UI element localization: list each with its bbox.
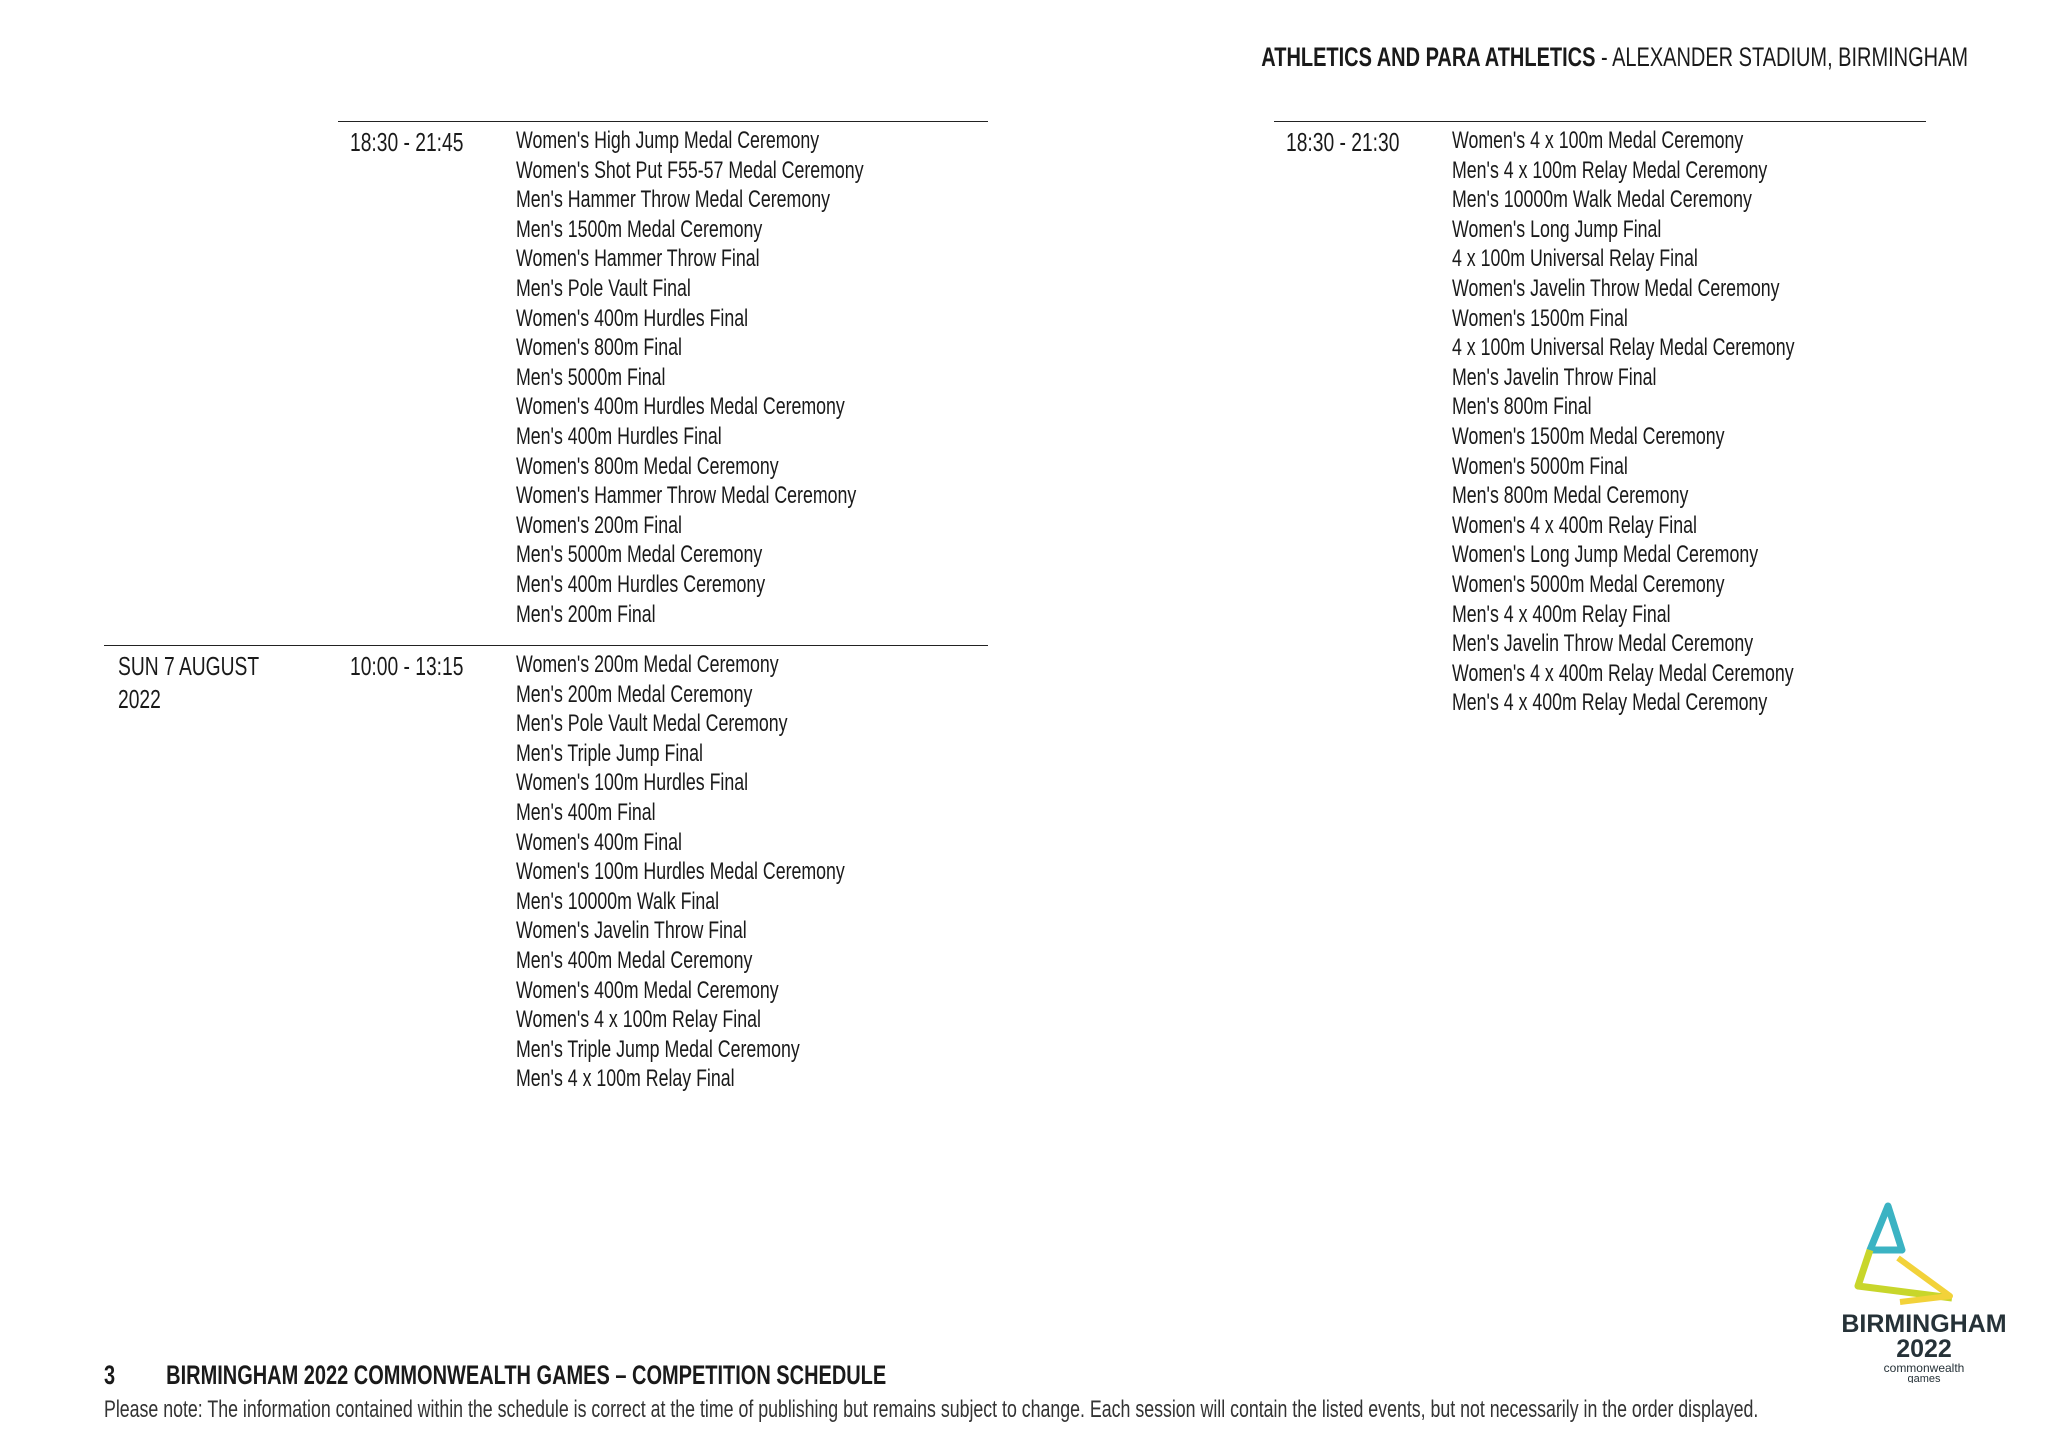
event-item: Women's High Jump Medal Ceremony bbox=[516, 127, 820, 154]
logo-line3: commonwealth bbox=[1883, 1361, 1965, 1375]
event-item: Women's Shot Put F55-57 Medal Ceremony bbox=[516, 156, 864, 184]
session-date bbox=[118, 650, 309, 716]
event-list bbox=[516, 650, 960, 1094]
header-title-bold: ATHLETICS AND PARA ATHLETICS bbox=[1261, 42, 1596, 72]
event-item: Women's 400m Medal Ceremony bbox=[516, 976, 779, 1004]
event-item: Men's Javelin Throw Final bbox=[1452, 363, 1657, 391]
session-time: 10:00 - 13:15 bbox=[350, 651, 464, 681]
event-item: Women's Long Jump Final bbox=[1452, 215, 1662, 243]
session-left-1 bbox=[338, 121, 988, 637]
event-item: Women's 200m Medal Ceremony bbox=[516, 651, 779, 678]
document-title: BIRMINGHAM 2022 COMMONWEALTH GAMES – COMPETITION SCHEDULE bbox=[166, 1360, 887, 1390]
birmingham-2022-logo bbox=[1840, 1198, 2010, 1383]
event-item: Women's Long Jump Medal Ceremony bbox=[1452, 541, 1759, 569]
event-item: Men's 10000m Walk Medal Ceremony bbox=[1452, 186, 1752, 214]
event-item: Women's 400m Hurdles Final bbox=[516, 304, 749, 332]
event-list bbox=[1452, 126, 1915, 718]
session-time: 18:30 - 21:45 bbox=[350, 127, 464, 157]
event-item: Men's 4 x 100m Relay Final bbox=[516, 1065, 735, 1093]
event-item: Men's 4 x 400m Relay Medal Ceremony bbox=[1452, 689, 1768, 717]
logo-line1: BIRMINGHAM bbox=[1841, 1310, 2007, 1338]
event-item: Men's Pole Vault Final bbox=[516, 274, 691, 302]
event-item: Men's 1500m Medal Ceremony bbox=[516, 215, 763, 243]
event-item: Men's 10000m Walk Final bbox=[516, 887, 720, 915]
event-item: Women's Javelin Throw Final bbox=[516, 917, 747, 945]
birmingham-2022-logo-icon bbox=[1840, 1198, 2010, 1383]
event-item: Women's 800m Medal Ceremony bbox=[516, 452, 779, 480]
event-item: Women's Javelin Throw Medal Ceremony bbox=[1452, 274, 1780, 302]
event-item: Women's Hammer Throw Final bbox=[516, 245, 760, 273]
event-item: Men's 4 x 400m Relay Final bbox=[1452, 600, 1671, 628]
event-item: Men's 800m Final bbox=[1452, 393, 1592, 421]
page-header bbox=[1013, 40, 1968, 74]
event-item: Men's Hammer Throw Medal Ceremony bbox=[516, 186, 830, 214]
event-item: Men's 200m Medal Ceremony bbox=[516, 680, 753, 708]
logo-line4: games bbox=[1907, 1373, 1941, 1383]
logo-line2: 2022 bbox=[1896, 1335, 1952, 1363]
event-item: Women's 800m Final bbox=[516, 334, 682, 362]
page-number: 3 bbox=[104, 1360, 116, 1390]
event-item: Men's Javelin Throw Medal Ceremony bbox=[1452, 630, 1754, 658]
session-date-line1: SUN 7 AUGUST bbox=[118, 651, 260, 681]
event-item: Women's 4 x 100m Medal Ceremony bbox=[1452, 127, 1744, 154]
event-item: Men's 4 x 100m Relay Medal Ceremony bbox=[1452, 156, 1768, 184]
event-item: 4 x 100m Universal Relay Final bbox=[1452, 245, 1698, 273]
event-list bbox=[516, 126, 986, 629]
event-item: Men's 400m Hurdles Final bbox=[516, 422, 722, 450]
event-item: Men's Triple Jump Final bbox=[516, 739, 703, 767]
event-item: Women's Hammer Throw Medal Ceremony bbox=[516, 482, 857, 510]
event-item: Women's 1500m Final bbox=[1452, 304, 1628, 332]
event-item: Women's 4 x 100m Relay Final bbox=[516, 1006, 761, 1034]
session-time: 18:30 - 21:30 bbox=[1286, 127, 1400, 157]
event-item: Men's 400m Medal Ceremony bbox=[516, 946, 753, 974]
event-item: Men's 400m Final bbox=[516, 798, 656, 826]
session-left-2 bbox=[104, 645, 988, 1096]
event-item: Men's 200m Final bbox=[516, 600, 656, 628]
event-item: 4 x 100m Universal Relay Medal Ceremony bbox=[1452, 334, 1795, 362]
event-item: Men's Triple Jump Medal Ceremony bbox=[516, 1035, 800, 1063]
event-item: Women's 5000m Final bbox=[1452, 452, 1628, 480]
event-item: Women's 4 x 400m Relay Medal Ceremony bbox=[1452, 659, 1794, 687]
footer-title bbox=[104, 1360, 1161, 1391]
event-item: Men's 5000m Final bbox=[516, 363, 666, 391]
header-title-venue: - ALEXANDER STADIUM, BIRMINGHAM bbox=[1595, 42, 1968, 72]
event-item: Women's 4 x 400m Relay Final bbox=[1452, 511, 1697, 539]
event-item: Women's 200m Final bbox=[516, 511, 682, 539]
event-item: Women's 400m Hurdles Medal Ceremony bbox=[516, 393, 845, 421]
session-right-1 bbox=[1274, 121, 1926, 742]
event-item: Men's 800m Medal Ceremony bbox=[1452, 482, 1689, 510]
event-item: Women's 100m Hurdles Final bbox=[516, 769, 749, 797]
event-item: Women's 100m Hurdles Medal Ceremony bbox=[516, 858, 845, 886]
event-item: Men's 5000m Medal Ceremony bbox=[516, 541, 763, 569]
event-item: Women's 1500m Medal Ceremony bbox=[1452, 422, 1725, 450]
event-item: Men's 400m Hurdles Ceremony bbox=[516, 570, 766, 598]
event-item: Women's 400m Final bbox=[516, 828, 682, 856]
event-item: Men's Pole Vault Medal Ceremony bbox=[516, 710, 788, 738]
footer-note: Please note: The information contained within the schedule is correct at the time of publishing but remains subject to change. Each session will contain the listed events, but not necessarily in the order displayed. bbox=[104, 1396, 1759, 1423]
session-date-line2: 2022 bbox=[118, 684, 161, 714]
event-item: Women's 5000m Medal Ceremony bbox=[1452, 570, 1725, 598]
